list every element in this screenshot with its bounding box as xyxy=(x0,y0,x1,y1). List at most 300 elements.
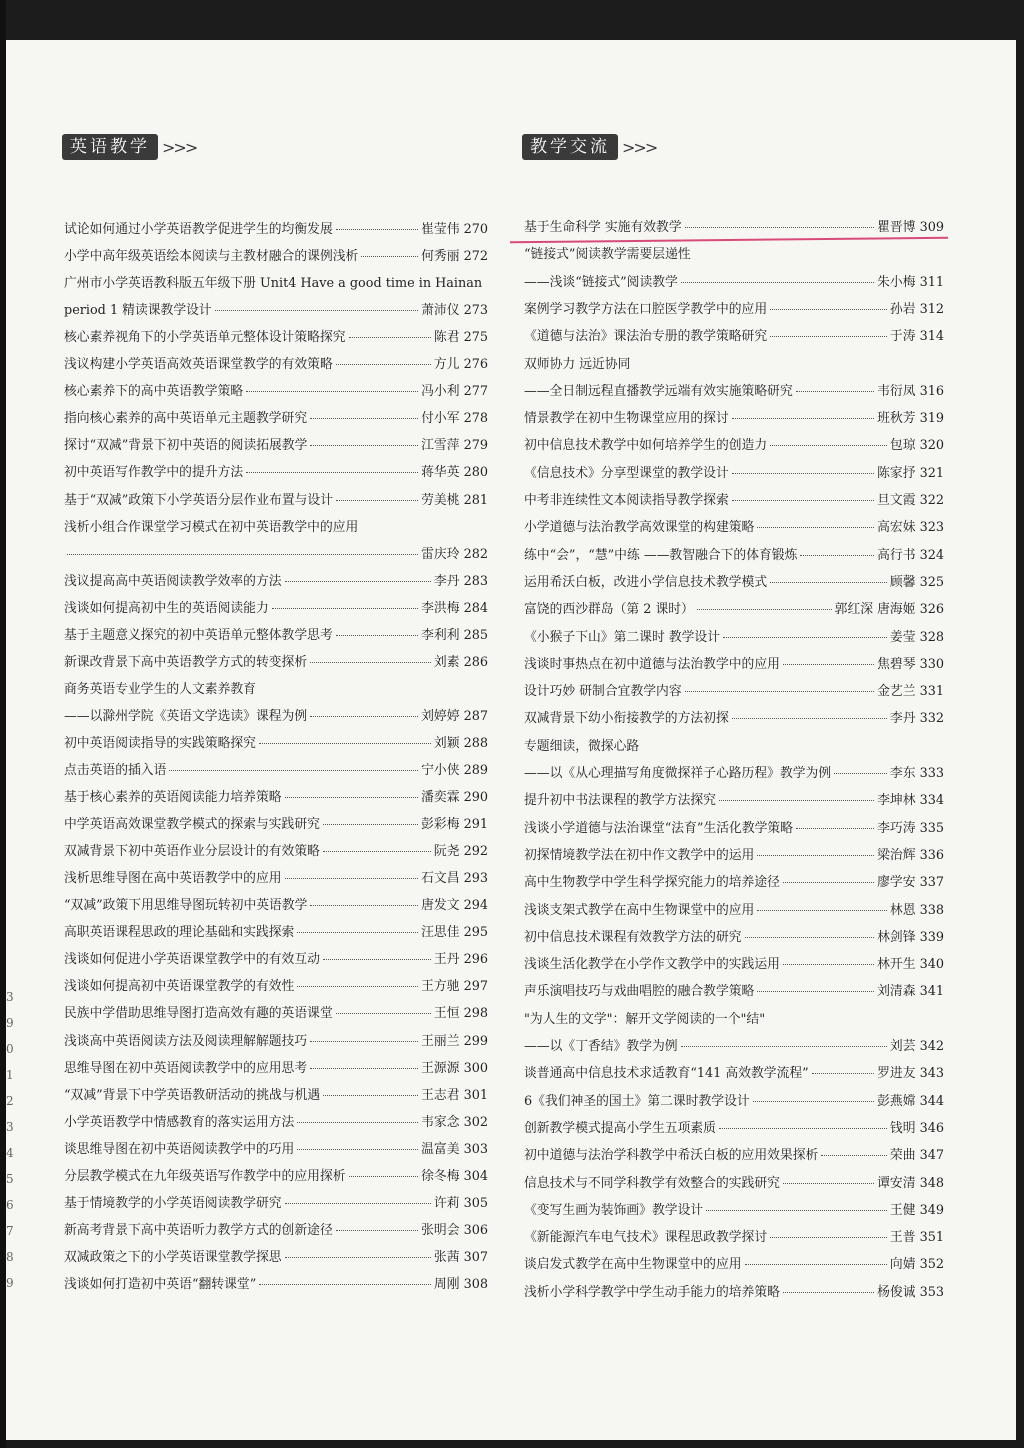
toc-entry-title: 初中道德与法治学科教学中希沃白板的应用效果探析 xyxy=(524,1148,819,1164)
margin-digit: 4 xyxy=(6,1146,14,1160)
toc-entry xyxy=(524,1172,944,1192)
margin-digit: 2 xyxy=(6,1094,14,1108)
leader-dots xyxy=(336,500,418,501)
toc-entry-author-page: 何秀丽 272 xyxy=(421,249,488,265)
toc-entry-author-page: 刘芸 342 xyxy=(889,1039,944,1054)
toc-entry xyxy=(524,353,944,373)
toc-entry-author-page: 荣曲 347 xyxy=(889,1148,944,1164)
toc-entry xyxy=(524,1144,944,1164)
toc-entry-title: 核心素养下的高中英语教学策略 xyxy=(64,384,244,400)
leader-dots xyxy=(272,608,418,609)
toc-entry-author-page: 杨俊诚 353 xyxy=(877,1284,944,1300)
toc-entry-title: 高中生物教学中学生科学探究能力的培养途径 xyxy=(524,875,780,891)
toc-entry-author-page: 王恒 298 xyxy=(433,1006,488,1022)
toc-entry-title: 思维导图在初中英语阅读教学中的应用思考 xyxy=(64,1060,308,1076)
toc-entry xyxy=(64,1273,488,1293)
toc-entry xyxy=(524,707,944,727)
toc-entry-title: 基于生命科学 实施有效教学 xyxy=(524,220,682,235)
toc-entry-author-page: 崔莹伟 270 xyxy=(421,222,488,237)
leader-dots xyxy=(706,1210,887,1211)
leader-dots xyxy=(770,1237,887,1238)
toc-entry xyxy=(524,844,944,864)
toc-entry-title: 高职英语课程思政的理论基础和实践探索 xyxy=(64,925,295,941)
toc-entry xyxy=(64,1165,488,1185)
leader-dots xyxy=(719,1128,887,1129)
margin-digit: 6 xyxy=(6,1198,14,1212)
toc-entry-author-page: 徐冬梅 304 xyxy=(421,1168,488,1184)
toc-entry-author-page: 包琼 320 xyxy=(889,438,944,454)
toc-entry-title: 初中信息技术教学中如何培养学生的创造力 xyxy=(524,438,768,454)
toc-entry-author-page: 宁小侠 289 xyxy=(421,763,488,778)
leader-dots xyxy=(800,555,874,556)
leader-dots xyxy=(67,554,418,555)
toc-entry-title: 浅谈高中英语阅读方法及阅读理解解题技巧 xyxy=(64,1033,308,1049)
leader-dots xyxy=(770,582,887,583)
leader-dots xyxy=(310,905,418,906)
leader-dots xyxy=(323,824,418,825)
toc-entry xyxy=(64,245,488,265)
margin-digit: 3 xyxy=(6,1120,14,1134)
toc-entry-title: 分层教学模式在九年级英语写作教学中的应用探析 xyxy=(64,1168,346,1184)
leader-dots xyxy=(310,418,418,419)
leader-dots xyxy=(783,964,874,965)
toc-entry-title: 《信息技术》分享型课堂的教学设计 xyxy=(524,465,729,481)
toc-entry xyxy=(524,544,944,564)
toc-entry xyxy=(64,1219,488,1239)
toc-entry-author-page: 王志君 301 xyxy=(421,1087,488,1103)
toc-entry xyxy=(524,1090,944,1110)
leader-dots xyxy=(259,743,431,744)
toc-entry xyxy=(64,461,488,481)
toc-entry-title: 双减背景下幼小衔接教学的方法初探 xyxy=(524,711,729,727)
toc-entry xyxy=(64,1246,488,1266)
scan-border-top xyxy=(0,0,1024,40)
toc-entry-title: 浅谈小学道德与法治课堂“法育”生活化教学策略 xyxy=(524,820,794,836)
toc-entry-author-page: 旦文霞 322 xyxy=(877,493,944,508)
leader-dots xyxy=(753,1101,874,1102)
toc-entry-title: 基于“双减”政策下小学英语分层作业布置与设计 xyxy=(64,492,334,508)
toc-entry-author-page: 张明会 306 xyxy=(421,1222,488,1238)
toc-entry-title: 小学英语教学中情感教育的落实运用方法 xyxy=(64,1114,295,1130)
toc-entry-title: 小学道德与法治教学高效课堂的构建策略 xyxy=(524,520,755,536)
leader-dots xyxy=(723,637,887,638)
leader-dots xyxy=(297,986,418,987)
toc-entry-title: 双师协力 远近协同 xyxy=(524,356,631,372)
leader-dots xyxy=(310,716,418,717)
toc-entry-title: 浅谈如何提高初中英语课堂教学的有效性 xyxy=(64,979,295,995)
toc-entry-author-page: 王方驰 297 xyxy=(421,979,488,995)
margin-digit: 0 xyxy=(6,1042,14,1056)
toc-entry-author-page: 廖学安 337 xyxy=(877,875,944,891)
margin-digit: 5 xyxy=(6,1172,14,1186)
toc-entry-author-page: 彭燕嫦 344 xyxy=(877,1093,944,1109)
toc-entry xyxy=(64,407,488,427)
toc-entry-author-page: 王普 351 xyxy=(889,1230,944,1246)
leader-dots xyxy=(285,878,419,879)
toc-entry-author-page: 瞿晋博 309 xyxy=(877,220,944,235)
leader-dots xyxy=(297,1149,418,1150)
toc-entry-title: 试论如何通过小学英语教学促进学生的均衡发展 xyxy=(64,222,333,237)
toc-entry xyxy=(524,1281,944,1301)
toc-entry-title: 基于情境教学的小学英语阅读教学研究 xyxy=(64,1195,282,1211)
toc-entry xyxy=(64,624,488,644)
toc-entry xyxy=(524,762,944,782)
toc-entry xyxy=(64,1138,488,1158)
toc-entry xyxy=(64,813,488,833)
toc-entry-author-page: 李丹 332 xyxy=(889,711,944,727)
section-header-english-teaching xyxy=(62,134,196,160)
leader-dots xyxy=(349,1176,419,1177)
chevron-right-icon: >>> xyxy=(622,137,657,157)
leader-dots xyxy=(783,1292,874,1293)
toc-entry xyxy=(64,1030,488,1050)
toc-entry-author-page: 萧沛仪 273 xyxy=(421,303,488,319)
leader-dots xyxy=(685,691,874,692)
toc-entry-title: 谈启发式教学在高中生物课堂中的应用 xyxy=(524,1257,742,1273)
toc-entry-title: “双减”背景下中学英语教研活动的挑战与机遇 xyxy=(64,1087,321,1103)
leader-dots xyxy=(783,664,874,665)
leader-dots xyxy=(285,797,419,798)
toc-entry xyxy=(64,299,488,319)
leader-dots xyxy=(310,1041,418,1042)
toc-entry-author-page: 高宏妹 323 xyxy=(877,520,944,536)
leader-dots xyxy=(310,445,418,446)
toc-entry xyxy=(64,434,488,454)
toc-entry-title: ——以《丁香结》教学为例 xyxy=(524,1039,678,1054)
toc-entry xyxy=(524,1226,944,1246)
toc-entry-title: 探讨“双减”背景下初中英语的阅读拓展教学 xyxy=(64,438,308,454)
toc-entry-title: 设计巧妙 研制合宜教学内容 xyxy=(524,684,682,700)
toc-entry-title: 广州市小学英语教科版五年级下册 Unit4 Have a good time in Hainan xyxy=(64,276,483,292)
toc-entry-author-page: 班秋芳 319 xyxy=(877,411,944,427)
toc-entry-title: “链接式”阅读教学需要层递性 xyxy=(524,247,691,263)
toc-entry-title: 商务英语专业学生的人文素养教育 xyxy=(64,681,256,697)
margin-digit: 8 xyxy=(6,1250,14,1264)
toc-entry-title: 核心素养视角下的小学英语单元整体设计策略探究 xyxy=(64,330,346,346)
leader-dots xyxy=(796,391,874,392)
toc-entry xyxy=(524,926,944,946)
toc-entry-title: 浅谈支架式教学在高中生物课堂中的应用 xyxy=(524,902,755,918)
toc-entry-author-page: 汪思佳 295 xyxy=(421,925,488,941)
toc-entry-title: 声乐演唱技巧与戏曲唱腔的融合教学策略 xyxy=(524,984,755,1000)
toc-entry xyxy=(524,980,944,1000)
toc-entry-author-page: 王源源 300 xyxy=(421,1060,488,1076)
toc-entry-title: ——以《从心理描写角度微探祥子心路历程》教学为例 xyxy=(524,766,832,781)
toc-entry-author-page: 彭彩梅 291 xyxy=(421,817,488,833)
toc-entry xyxy=(64,516,488,536)
leader-dots xyxy=(812,1073,874,1074)
leader-dots xyxy=(732,418,874,419)
toc-entry-author-page: 张茜 307 xyxy=(433,1249,488,1265)
toc-entry xyxy=(64,759,488,779)
toc-entry-author-page: 雷庆玲 282 xyxy=(421,546,488,562)
toc-entry-author-page: 向婧 352 xyxy=(889,1257,944,1273)
toc-entry xyxy=(64,489,488,509)
leader-dots xyxy=(336,1013,431,1014)
toc-entry-author-page: 刘素 286 xyxy=(433,654,488,670)
toc-entry-author-page: 顾馨 325 xyxy=(889,574,944,590)
toc-entry-author-page: 郭红深 唐海姬 326 xyxy=(834,602,944,618)
toc-entry xyxy=(524,271,944,291)
toc-entry-author-page: 高行书 324 xyxy=(877,547,944,563)
toc-entry xyxy=(64,867,488,887)
toc-entry xyxy=(64,678,488,698)
leader-dots xyxy=(745,1264,887,1265)
toc-entry xyxy=(524,325,944,345)
toc-entry xyxy=(524,953,944,973)
toc-entry xyxy=(524,626,944,646)
toc-entry xyxy=(524,1062,944,1082)
leader-dots xyxy=(732,473,874,474)
leader-dots xyxy=(349,337,431,338)
toc-entry xyxy=(64,1057,488,1077)
toc-entry-title: 浅谈如何促进小学英语课堂教学中的有效互动 xyxy=(64,952,320,968)
toc-entry-author-page: 李巧涛 335 xyxy=(877,820,944,836)
toc-entry-title: 初探情境教学法在初中作文教学中的运用 xyxy=(524,847,755,863)
leader-dots xyxy=(246,391,418,392)
toc-entry-title: 《变写生画为装饰画》教学设计 xyxy=(524,1202,704,1218)
leader-dots xyxy=(697,609,832,610)
toc-entry-author-page: 金艺兰 331 xyxy=(877,684,944,700)
toc-entry-title: 指向核心素养的高中英语单元主题教学研究 xyxy=(64,411,308,427)
toc-entry-title: 浅谈生活化教学在小学作文教学中的实践运用 xyxy=(524,957,780,973)
leader-dots xyxy=(323,1095,418,1096)
leader-dots xyxy=(757,527,874,528)
toc-entry-title: “双减”政策下用思维导图玩转初中英语教学 xyxy=(64,898,308,914)
toc-entry-author-page: 刘颖 288 xyxy=(433,735,488,751)
toc-entry xyxy=(524,871,944,891)
margin-digit: 9 xyxy=(6,1276,14,1290)
toc-entry-author-page: 李丹 283 xyxy=(433,573,488,589)
toc-entry xyxy=(64,218,488,238)
toc-entry xyxy=(64,326,488,346)
toc-entry xyxy=(524,380,944,400)
toc-entry-author-page: 李利利 285 xyxy=(421,627,488,643)
toc-entry-title: 中考非连续性文本阅读指导教学探索 xyxy=(524,493,729,508)
toc-entry-title: 情景教学在初中生物课堂应用的探讨 xyxy=(524,411,729,427)
toc-entry xyxy=(524,598,944,618)
leader-dots xyxy=(732,718,887,719)
toc-entry-author-page: 江雪萍 279 xyxy=(421,438,488,454)
toc-entry xyxy=(64,353,488,373)
toc-entry xyxy=(64,1192,488,1212)
toc-entry xyxy=(524,462,944,482)
leader-dots xyxy=(285,581,431,582)
toc-entry-title: 新高考背景下高中英语听力教学方式的创新途径 xyxy=(64,1222,333,1238)
toc-entry-author-page: 陈家抒 321 xyxy=(877,465,944,481)
toc-entry-author-page: 谭安清 348 xyxy=(877,1175,944,1191)
toc-entry xyxy=(64,786,488,806)
leader-dots xyxy=(297,932,418,933)
toc-entry-title: 练中“会”，“慧”中练 ——教智融合下的体育锻炼 xyxy=(524,547,798,563)
toc-entry-author-page: 许莉 305 xyxy=(433,1195,488,1211)
toc-entry-author-page: 冯小利 277 xyxy=(421,384,488,400)
toc-entry-title: 民族中学借助思维导图打造高效有趣的英语课堂 xyxy=(64,1006,333,1022)
leader-dots xyxy=(719,800,874,801)
toc-entry-title: 案例学习教学方法在口腔医学教学中的应用 xyxy=(524,301,768,317)
toc-entry xyxy=(64,948,488,968)
leader-dots xyxy=(770,336,887,337)
toc-entry-title: 初中英语阅读指导的实践策略探究 xyxy=(64,735,256,751)
leader-dots xyxy=(310,662,431,663)
leader-dots xyxy=(796,828,874,829)
toc-entry xyxy=(64,921,488,941)
margin-digit: 1 xyxy=(6,1068,14,1082)
leader-dots xyxy=(169,770,418,771)
toc-entry xyxy=(64,894,488,914)
toc-entry-title: 浅析小学科学教学中学生动手能力的培养策略 xyxy=(524,1284,780,1300)
toc-entry-title: 基于主题意义探究的初中英语单元整体教学思考 xyxy=(64,627,333,643)
toc-entry-title: 基于核心素养的英语阅读能力培养策略 xyxy=(64,790,282,806)
leader-dots xyxy=(323,959,431,960)
toc-entry-title: 谈思维导图在初中英语阅读教学中的巧用 xyxy=(64,1141,295,1157)
toc-entry xyxy=(64,1111,488,1131)
leader-dots xyxy=(215,310,418,311)
toc-entry-title: ——以滁州学院《英语文学选读》课程为例 xyxy=(64,708,308,724)
toc-entry-author-page: 朱小梅 311 xyxy=(877,274,944,290)
leader-dots xyxy=(685,227,874,228)
toc-entry-title: "为人生的文学"：解开文学阅读的一个"结" xyxy=(524,1011,766,1027)
leader-dots xyxy=(732,500,874,501)
section-title: 教学交流 xyxy=(522,134,618,160)
toc-entry xyxy=(64,840,488,860)
margin-digit: 9 xyxy=(6,1016,14,1030)
toc-entry-title: 浅议提高高中英语阅读教学效率的方法 xyxy=(64,573,282,589)
toc-entry xyxy=(64,543,488,563)
leader-dots xyxy=(783,1183,874,1184)
toc-entry-title: 新课改背景下高中英语教学方式的转变探析 xyxy=(64,654,308,670)
toc-entry xyxy=(64,732,488,752)
margin-digits xyxy=(6,990,20,1302)
toc-entry xyxy=(524,1035,944,1055)
toc-entry-title: 《道德与法治》课法治专册的教学策略研究 xyxy=(524,329,768,345)
toc-entry-title: 专题细读，微探心路 xyxy=(524,738,640,754)
toc-entry xyxy=(524,571,944,591)
toc-entry-title: 信息技术与不同学科教学有效整合的实践研究 xyxy=(524,1175,780,1191)
leader-dots xyxy=(834,773,887,774)
toc-entry-title: 创新教学模式提高小学生五项素质 xyxy=(524,1120,716,1136)
toc-entry-author-page: 付小军 278 xyxy=(421,411,488,427)
toc-entry-author-page: 梁治辉 336 xyxy=(877,847,944,863)
toc-entry-title: 初中英语写作教学中的提升方法 xyxy=(64,465,244,481)
leader-dots xyxy=(259,1284,431,1285)
toc-entry xyxy=(524,1008,944,1028)
toc-entry-author-page: 周刚 308 xyxy=(433,1276,488,1292)
toc-entry-author-page: 李东 333 xyxy=(889,766,944,781)
toc-entry xyxy=(524,817,944,837)
leader-dots xyxy=(681,1046,887,1047)
toc-entry-author-page: 陈君 275 xyxy=(433,330,488,346)
toc-entry-author-page: 劳美桃 281 xyxy=(421,492,488,508)
toc-entry-title: 浅析思维导图在高中英语教学中的应用 xyxy=(64,871,282,887)
toc-entry xyxy=(524,1199,944,1219)
toc-entry-author-page: 刘清森 341 xyxy=(877,984,944,1000)
toc-entry xyxy=(64,705,488,725)
toc-entry-title: ——浅谈“链接式”阅读教学 xyxy=(524,274,678,290)
toc-entry xyxy=(524,516,944,536)
leader-dots xyxy=(681,282,874,283)
toc-entry-title: 浅谈如何打造初中英语“翻转课堂” xyxy=(64,1276,257,1292)
toc-entry-author-page: 李坤林 334 xyxy=(877,793,944,809)
leader-dots xyxy=(297,1122,418,1123)
leader-dots xyxy=(285,1257,431,1258)
toc-entry-author-page: 唐发文 294 xyxy=(421,898,488,914)
toc-entry-title: 6《我们神圣的国土》第二课时教学设计 xyxy=(524,1093,750,1109)
toc-entry xyxy=(64,1084,488,1104)
toc-entry xyxy=(524,243,944,263)
toc-entry-author-page: 姜莹 328 xyxy=(889,629,944,645)
toc-entry-author-page: 王丹 296 xyxy=(433,952,488,968)
toc-entry-title: 富饶的西沙群岛（第 2 课时） xyxy=(524,602,694,618)
leader-dots xyxy=(310,1068,418,1069)
toc-entry-author-page: 刘婷婷 287 xyxy=(421,708,488,724)
toc-entry-title: 浅析小组合作课堂学习模式在初中英语教学中的应用 xyxy=(64,519,359,535)
margin-digit: 3 xyxy=(6,990,14,1004)
toc-entry-author-page: 韦衍凤 316 xyxy=(877,383,944,399)
leader-dots xyxy=(745,937,875,938)
leader-dots xyxy=(361,256,418,257)
toc-entry-author-page: 阮尧 292 xyxy=(433,844,488,860)
toc-entry xyxy=(524,789,944,809)
toc-entry-author-page: 蒋华英 280 xyxy=(421,465,488,481)
leader-dots xyxy=(336,635,418,636)
toc-entry-author-page: 林剑锋 339 xyxy=(877,929,944,945)
toc-entry-title: 运用希沃白板，改进小学信息技术教学模式 xyxy=(524,574,768,590)
toc-entry xyxy=(64,597,488,617)
leader-dots xyxy=(757,855,874,856)
toc-entry xyxy=(64,1002,488,1022)
leader-dots xyxy=(757,991,874,992)
toc-entry-author-page: 王健 349 xyxy=(889,1202,944,1218)
section-title: 英语教学 xyxy=(62,134,158,160)
toc-entry-title: 浅议构建小学英语高效英语课堂教学的有效策略 xyxy=(64,357,333,373)
leader-dots xyxy=(323,851,431,852)
toc-entry xyxy=(524,216,944,236)
toc-entry xyxy=(524,1117,944,1137)
leader-dots xyxy=(770,309,887,310)
leader-dots xyxy=(285,1203,431,1204)
toc-entry xyxy=(64,272,488,292)
toc-entry-title: 小学中高年级英语绘本阅读与主教材融合的课例浅析 xyxy=(64,249,359,265)
leader-dots xyxy=(246,472,418,473)
toc-entry-title: ——全日制远程直播教学远端有效实施策略研究 xyxy=(524,383,793,399)
toc-entry-title: 点击英语的插入语 xyxy=(64,763,167,778)
toc-entry-title: 中学英语高效课堂教学模式的探索与实践研究 xyxy=(64,817,320,833)
toc-entry xyxy=(524,899,944,919)
toc-entry-author-page: 王丽兰 299 xyxy=(421,1033,488,1049)
toc-entry-title: 双减政策之下的小学英语课堂教学探思 xyxy=(64,1249,282,1265)
leader-dots xyxy=(336,229,418,230)
leader-dots xyxy=(336,364,431,365)
toc-entry xyxy=(524,1253,944,1273)
toc-entry-title: period 1 精读课教学设计 xyxy=(64,303,212,319)
toc-entry-author-page: 李洪梅 284 xyxy=(421,600,488,616)
toc-entry-author-page: 孙岩 312 xyxy=(889,301,944,317)
leader-dots xyxy=(783,882,874,883)
toc-entry-title: 浅谈如何提高初中生的英语阅读能力 xyxy=(64,600,269,616)
toc-entry-author-page: 林恩 338 xyxy=(889,902,944,918)
toc-entry-author-page: 温富美 303 xyxy=(421,1141,488,1157)
leader-dots xyxy=(757,910,887,911)
toc-entry-author-page: 林开生 340 xyxy=(877,957,944,973)
toc-entry-author-page: 罗进友 343 xyxy=(877,1066,944,1082)
toc-entry-title: 双减背景下初中英语作业分层设计的有效策略 xyxy=(64,844,320,860)
toc-entry xyxy=(64,651,488,671)
toc-entry xyxy=(524,434,944,454)
leader-dots xyxy=(770,445,887,446)
toc-entry-title: 谈普通高中信息技术求适教育“141 高效教学流程” xyxy=(524,1066,809,1082)
toc-entry-author-page: 石文昌 293 xyxy=(421,871,488,887)
